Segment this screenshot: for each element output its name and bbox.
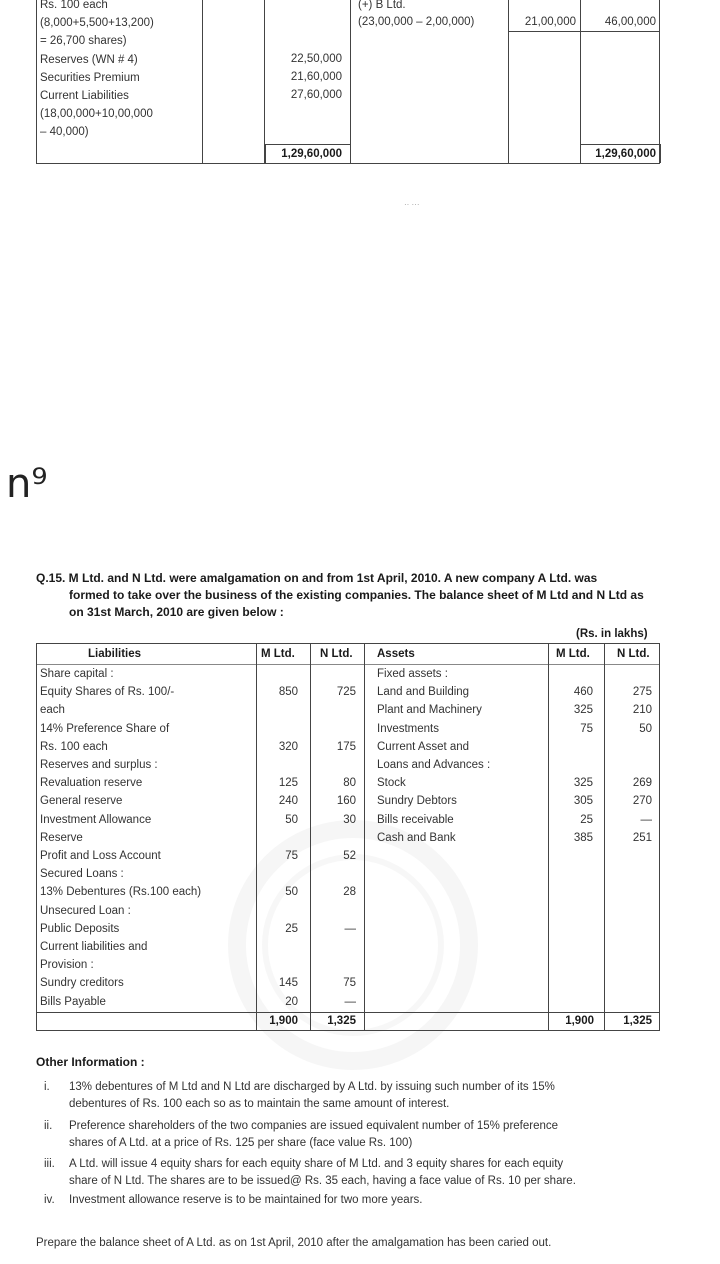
n-ltd-value: — <box>344 995 356 1008</box>
seal-watermark-inner <box>262 854 444 1036</box>
right-line-2: (23,00,000 – 2,00,000) <box>358 16 475 28</box>
cropped-text-fragment: n⁹ <box>6 461 48 507</box>
n-ltd-value: 28 <box>343 886 356 899</box>
m-ltd-value: 20 <box>285 995 298 1008</box>
asset-n-ltd-value: 275 <box>632 686 652 699</box>
asset-n-ltd-value: — <box>640 813 652 826</box>
liability-line: Public Deposits <box>40 922 120 935</box>
liability-line: Current liabilities and <box>40 941 148 953</box>
header-assets: Assets <box>377 648 415 660</box>
top-left-line: = 26,700 shares) <box>40 35 127 48</box>
asset-m-ltd-value: 325 <box>573 704 593 717</box>
info-item-line: Investment allowance reserve is to be maintained for two more years. <box>69 1194 423 1206</box>
info-item-number: i. <box>44 1081 50 1093</box>
liability-line: Secured Loans : <box>40 868 124 881</box>
asset-m-ltd-value: 325 <box>573 777 593 790</box>
question-line-1: Q.15. M Ltd. and N Ltd. were amalgamation on and from 1st April, 2010. A new company A Ltd. was <box>36 571 598 585</box>
liability-line: Bills Payable <box>40 995 106 1008</box>
right-value-1: 21,00,000 <box>524 16 576 28</box>
prepare-instruction: Prepare the balance sheet of A Ltd. as on 1st April, 2010 after the amalgamation has been caried out. <box>36 1237 552 1249</box>
n-ltd-value: 175 <box>336 740 356 753</box>
liability-line: Unsecured Loan : <box>40 904 131 917</box>
top-left-line: Current Liabilities <box>40 90 129 102</box>
info-item-line: debentures of Rs. 100 each so as to maintain the same amount of interest. <box>69 1098 450 1110</box>
top-left-line: Rs. 100 each <box>40 0 108 11</box>
top-left-line: (18,00,000+10,00,000 <box>40 108 153 121</box>
info-item-line: 13% debentures of M Ltd and N Ltd are discharged by A Ltd. by issuing such number of its 15% <box>69 1081 555 1093</box>
liability-line: Revaluation reserve <box>40 777 143 790</box>
liability-line: Rs. 100 each <box>40 740 108 753</box>
asset-line: Loans and Advances : <box>377 759 491 771</box>
asset-line: Bills receivable <box>377 813 454 826</box>
liability-line: Provision : <box>40 959 94 972</box>
liability-line: 13% Debentures (Rs.100 each) <box>40 886 202 899</box>
asset-n-ltd-value: 251 <box>632 831 652 844</box>
n-ltd-value: 30 <box>343 813 356 826</box>
liability-line: Profit and Loss Account <box>40 850 161 862</box>
asset-line: Fixed assets : <box>377 668 448 680</box>
liability-line: Sundry creditors <box>40 977 124 990</box>
asset-line: Plant and Machinery <box>377 704 482 717</box>
m-ltd-value: 75 <box>285 850 298 862</box>
liability-line: Equity Shares of Rs. 100/- <box>40 686 175 699</box>
liability-line: Share capital : <box>40 668 114 680</box>
question-line-2: formed to take over the business of the existing companies. The balance sheet of M Ltd and N Ltd as <box>69 588 644 602</box>
asset-m-ltd-value: 75 <box>580 722 593 735</box>
liability-line: Reserves and surplus : <box>40 759 158 771</box>
top-total-right: 1,29,60,000 <box>595 148 656 160</box>
liability-line: 14% Preference Share of <box>40 722 170 735</box>
asset-line: Stock <box>377 777 406 790</box>
liability-line: each <box>40 704 65 717</box>
n-ltd-value: — <box>344 922 356 935</box>
n-ltd-value: 75 <box>343 977 356 990</box>
right-value-2: 46,00,000 <box>604 16 656 28</box>
m-ltd-value: 50 <box>285 813 298 826</box>
m-ltd-value: 850 <box>278 686 298 699</box>
asset-line: Cash and Bank <box>377 831 456 844</box>
header-m-ltd: M Ltd. <box>261 648 295 660</box>
top-total-left: 1,29,60,000 <box>281 148 342 160</box>
m-ltd-value: 320 <box>278 740 298 753</box>
n-ltd-value: 80 <box>343 777 356 790</box>
n-ltd-value: 725 <box>336 686 356 699</box>
info-item-line: share of N Ltd. The shares are to be issued@ Rs. 35 each, having a face value of Rs. 10 per share. <box>69 1175 576 1187</box>
liability-line: Investment Allowance <box>40 813 152 826</box>
info-item-line: Preference shareholders of the two companies are issued equivalent number of 15% preference <box>69 1120 559 1132</box>
asset-line: Investments <box>377 722 439 735</box>
m-ltd-value: 50 <box>285 886 298 899</box>
total-m-ltd: 1,900 <box>269 1015 298 1027</box>
n-ltd-value: 160 <box>336 795 356 808</box>
top-amount: 27,60,000 <box>290 89 342 102</box>
asset-line: Current Asset and <box>377 740 470 753</box>
right-line-1: (+) B Ltd. <box>358 0 406 11</box>
asset-line: Land and Building <box>377 686 470 699</box>
header-assets-m-ltd: M Ltd. <box>556 648 590 660</box>
m-ltd-value: 145 <box>278 977 298 990</box>
m-ltd-value: 25 <box>285 922 298 935</box>
info-item-number: ii. <box>44 1120 53 1132</box>
asset-n-ltd-value: 210 <box>632 704 652 717</box>
liability-line: Reserve <box>40 831 83 844</box>
asset-m-ltd-value: 305 <box>573 795 593 808</box>
n-ltd-value: 52 <box>343 850 356 862</box>
m-ltd-value: 125 <box>278 777 298 790</box>
liability-line: General reserve <box>40 795 123 808</box>
asset-m-ltd-value: 460 <box>573 686 593 699</box>
total-assets-n-ltd: 1,325 <box>623 1015 652 1027</box>
page-mark: ·· ··· <box>404 200 420 209</box>
asset-line: Sundry Debtors <box>377 795 457 808</box>
top-amount: 21,60,000 <box>290 71 342 84</box>
top-left-line: – 40,000) <box>40 126 89 139</box>
header-n-ltd: N Ltd. <box>320 648 353 660</box>
asset-n-ltd-value: 269 <box>632 777 652 790</box>
m-ltd-value: 240 <box>278 795 298 808</box>
info-item-line: A Ltd. will issue 4 equity shars for each equity share of M Ltd. and 3 equity shares for each equity <box>69 1158 564 1170</box>
asset-m-ltd-value: 385 <box>573 831 593 844</box>
total-assets-m-ltd: 1,900 <box>565 1015 594 1027</box>
info-item-line: shares of A Ltd. at a price of Rs. 125 per share (face value Rs. 100) <box>69 1137 413 1149</box>
header-assets-n-ltd: N Ltd. <box>617 648 650 660</box>
top-left-line: Reserves (WN # 4) <box>40 53 138 66</box>
top-left-line: Securities Premium <box>40 71 140 84</box>
top-left-line: (8,000+5,500+13,200) <box>40 17 154 30</box>
asset-m-ltd-value: 25 <box>580 813 593 826</box>
other-heading: Other Information : <box>36 1055 145 1069</box>
question-line-3: on 31st March, 2010 are given below : <box>69 605 284 619</box>
asset-n-ltd-value: 50 <box>639 722 652 735</box>
info-item-number: iii. <box>44 1158 55 1170</box>
unit-label: (Rs. in lakhs) <box>576 628 648 640</box>
top-amount: 22,50,000 <box>290 53 342 65</box>
total-n-ltd: 1,325 <box>327 1015 356 1027</box>
info-item-number: iv. <box>44 1194 55 1206</box>
asset-n-ltd-value: 270 <box>632 795 652 808</box>
header-liabilities: Liabilities <box>88 648 142 660</box>
